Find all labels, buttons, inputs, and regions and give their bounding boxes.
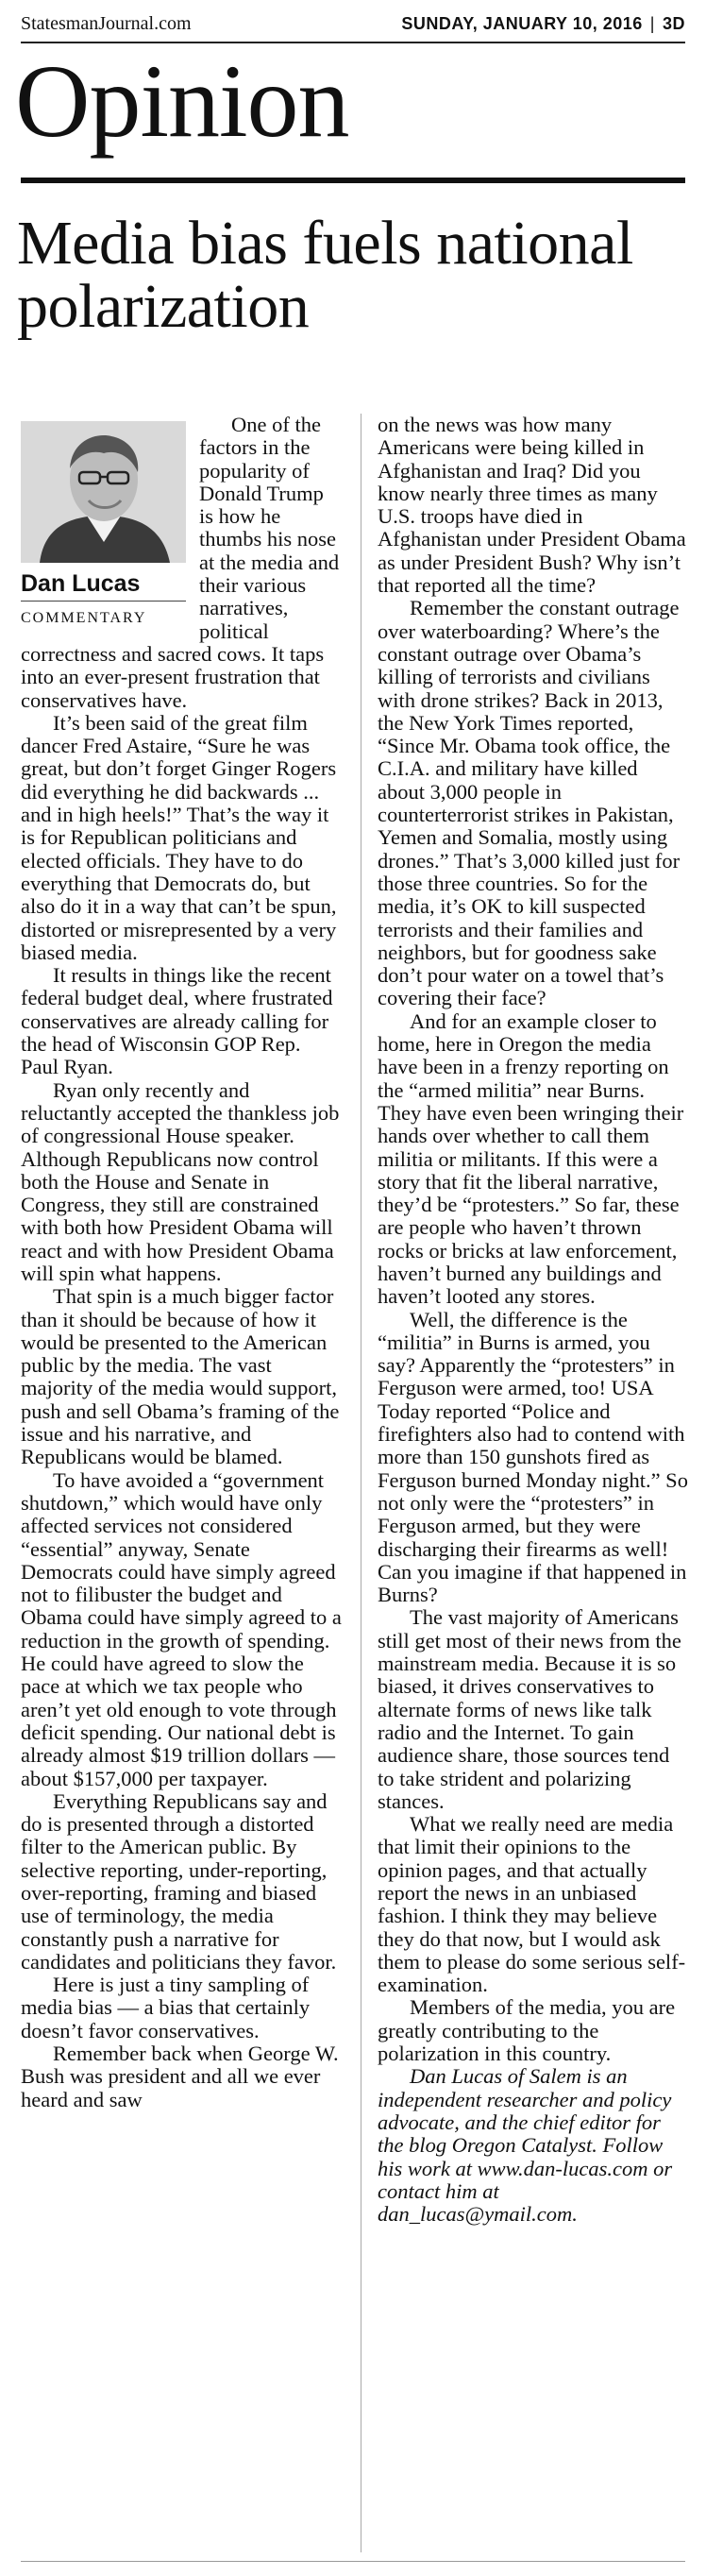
article-paragraph: To have avoided a “government shutdown,” which would have only affected services not considered “essential” anyway, Senate Democrats could have simply agreed not to filibuster the budget and Obama could have simply agreed to a reduction in the growth of spending. He could have agreed to slow the pace at which we tax people who aren’t yet old enough to vote through deficit spending. Our national debt is already almost $19 trillion dollars — about $157,000 per taxpayer. [21, 1467, 342, 1790]
article-paragraph: on the news was how many Americans were being killed in Afghanistan and Iraq? Did you know nearly three times as many U.S. troops have died in Afghanistan under President Obama as under President Bush? Why isn’t that reported all the time? [378, 413, 686, 598]
author-photo [21, 421, 186, 563]
issue-date: SUNDAY, JANUARY 10, 2016 [401, 13, 643, 33]
article-paragraph: Remember back when George W. Bush was president and all we ever heard and saw [21, 2042, 339, 2111]
column-1-body [21, 712, 342, 2111]
article-column-2 [378, 414, 689, 2226]
article-paragraph: Well, the difference is the “militia” in Burns is armed, you say? Apparently the “protesters” in Ferguson were armed, too! USA Today reported “Police and firefighters also had to contend with more than 150 gunshots fired as Ferguson burned Monday night.” So not only were the “protesters” in Ferguson armed, but they were discharging their firearms as well! Can you imagine if that happened in Burns? [378, 1307, 688, 1607]
author-name: Dan Lucas [21, 570, 141, 597]
article-paragraph: Everything Republicans say and do is presented through a distorted filter to the American public. By selective reporting, under-reporting, over-reporting, framing and biased use of terminology, the media constantly push a narrative for candidates and politicians they favor. [21, 1788, 337, 1974]
article-paragraph: It results in things like the recent federal budget deal, where frustrated conservatives are already calling for the head of Wisconsin GOP Rep. Paul Ryan. [21, 963, 333, 1079]
article-paragraph: What we really need are media that limit their opinions to the opinion pages, and that actually report the news in an unbiased fashion. I think they may believe they do that now, but I would ask them to please do some serious self-examination. [378, 1812, 686, 1997]
article-paragraph: That spin is a much bigger factor than it should be because of how it would be presented to the American public by the media. The vast majority of the media would support, push and sell Obama’s framing of the issue and his narrative, and Republicans would be blamed. [21, 1284, 340, 1469]
page-number: 3D [662, 13, 685, 33]
header-separator: | [649, 13, 655, 33]
headline: Media bias fuels national polarization [17, 209, 633, 342]
article-paragraph: Remember the constant outrage over waterboarding? Where’s the constant outrage over Obama’s killing of terrorists and civilians with drone strikes? Back in 2013, the New York Times reported, “Since Mr. Obama took office, the C.I.A. and military have killed about 3,000 people in counterterrorist strikes in Pakistan, Yemen and Somalia, mostly using drones.” That’s 3,000 killed just for those three countries. So for the media, it’s OK to kill suspected terrorists and their families and neighbors, but for goodness sake don’t pour water on a towel that’s covering their face? [378, 596, 681, 1010]
dateline [401, 14, 685, 34]
byline [21, 421, 186, 631]
article-paragraph: And for an example closer to home, here in Oregon the media have been in a frenzy reporting on the “armed militia” near Burns. They have even been wringing their hands over whether to call them militia or militants. If this were a story that fit the liberal narrative, they’d be “protesters.” So far, these are people who haven’t thrown rocks or bricks at law enforcement, haven’t burned any buildings and haven’t looted any stores. [378, 1008, 684, 1309]
article-paragraph: Members of the media, you are greatly contributing to the polarization in this country. [378, 1995, 676, 2066]
author-role: COMMENTARY [21, 610, 147, 627]
footer-rule [21, 2561, 685, 2562]
article-paragraph: It’s been said of the great film dancer Fred Astaire, “Sure he was great, but don’t forget Ginger Rogers did everything he did backwards ... and in high heels!” That’s the way it is for Republican politicians and elected officials. They have to do everything that Democrats do, but also do it in a way that can’t be spun, distorted or misrepresented by a very biased media. [21, 710, 337, 964]
author-tagline: Dan Lucas of Salem is an independent researcher and policy advocate, and the chief editor for the blog Oregon Catalyst. Follow his work at www.dan-lucas.com or contact him at dan_lucas@ymail.com. [378, 2064, 673, 2227]
article-paragraph: Here is just a tiny sampling of media bias — a bias that certainly doesn’t favor conservatives. [21, 1973, 311, 2042]
section-rule [21, 178, 685, 183]
section-title: Opinion [15, 43, 349, 159]
intro-paragraph: One of the factors in the popularity of Donald Trump is how he thumbs his nose at the media and their various narratives, political correctness and sacred cows. It taps into an ever-present frustration that conservatives have. [21, 413, 340, 712]
site-name: StatesmanJournal.com [21, 12, 192, 34]
article-column-1 [21, 414, 342, 2111]
article-paragraph: Ryan only recently and reluctantly accepted the thankless job of congressional House speaker. Although Republicans now control both the House and Senate in Congress, they still are constrained with both how President Obama will react and with how President Obama will spin what happens. [21, 1077, 340, 1285]
page-header [21, 9, 685, 38]
byline-rule [21, 601, 186, 602]
article-paragraph: The vast majority of Americans still get most of their news from the mainstream media. Because it is so biased, it drives conservatives to alternate forms of news like talk radio and the Internet. To gain audience share, those sources tend to take strident and polarizing stances. [378, 1605, 681, 1813]
column-2-body [378, 414, 689, 2065]
